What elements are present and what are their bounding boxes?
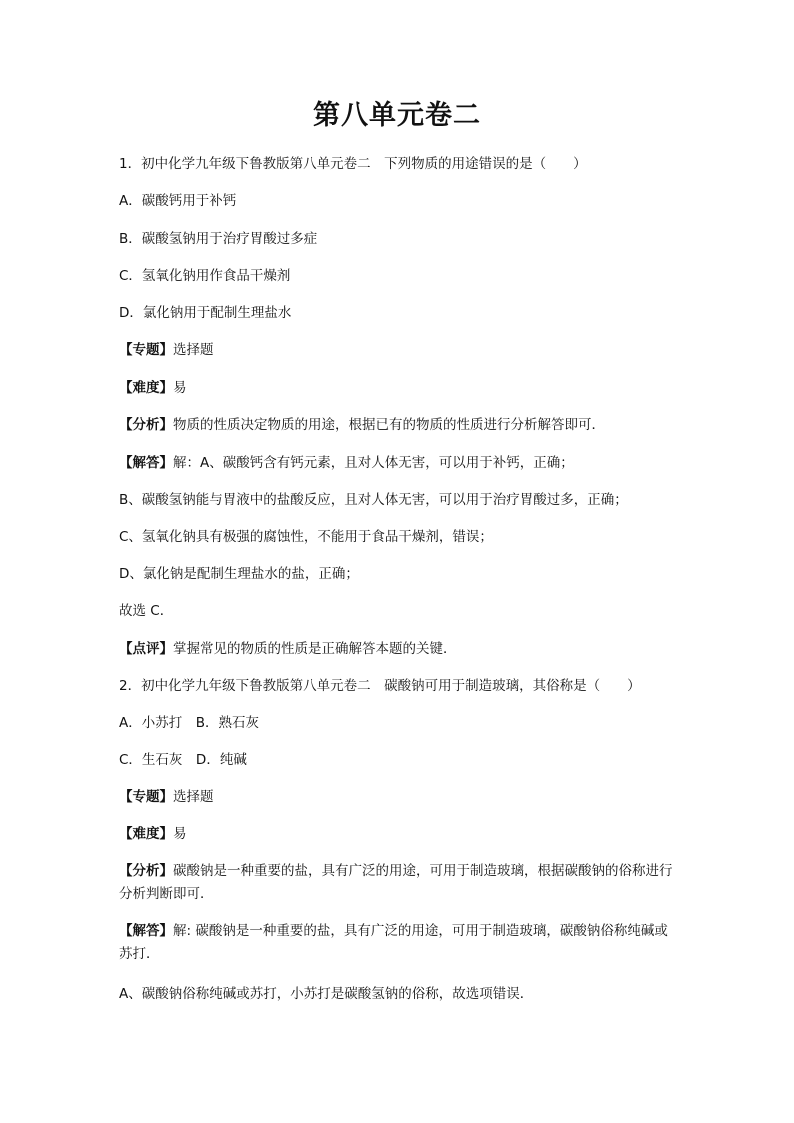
difficulty-tag: 【难度】	[119, 826, 173, 842]
comment-tag: 【点评】	[119, 641, 173, 657]
question-1-topic	[119, 338, 679, 362]
topic-value: 选择题	[173, 789, 214, 805]
analysis-tag: 【分析】	[119, 417, 173, 433]
comment-text: 掌握常见的物质的性质是正确解答本题的关键．	[173, 641, 457, 657]
question-1-difficulty	[119, 376, 679, 400]
question-1-stem: 1．初中化学九年级下鲁教版第八单元卷二 下列物质的用途错误的是（ ）	[119, 156, 587, 172]
question-1-solution	[119, 451, 679, 475]
question-1-option-c: C．氢氧化钠用作食品干燥剂	[119, 268, 291, 284]
question-2-difficulty	[119, 822, 679, 846]
question-2-stem: 2．初中化学九年级下鲁教版第八单元卷二 碳酸钠可用于制造玻璃，其俗称是（ ）	[119, 678, 641, 694]
question-1-analysis	[119, 413, 679, 437]
solution-line-4: D、氯化钠是配制生理盐水的盐，正确；	[119, 566, 359, 582]
topic-value: 选择题	[173, 342, 214, 358]
page-title: 第八单元卷二	[313, 100, 481, 131]
analysis-text: 碳酸钠是一种重要的盐，具有广泛的用途，可用于制造玻璃，根据碳酸钠的俗称进行分析判断即可．	[119, 863, 673, 902]
question-1-option-a: A．碳酸钙用于补钙	[119, 193, 237, 209]
solution-line-3: C、氢氧化钠具有极强的腐蚀性，不能用于食品干燥剂，错误；	[119, 529, 493, 545]
question-2-topic	[119, 785, 679, 809]
question-1-comment	[119, 637, 679, 661]
difficulty-value: 易	[173, 380, 187, 396]
solution-conclusion: 故选 C．	[119, 603, 174, 619]
difficulty-value: 易	[173, 826, 187, 842]
analysis-text: 物质的性质决定物质的用途，根据已有的物质的性质进行分析解答即可．	[173, 417, 605, 433]
solution-line-2: B、碳酸氢钠能与胃液中的盐酸反应，且对人体无害，可以用于治疗胃酸过多，正确；	[119, 492, 628, 508]
topic-tag: 【专题】	[119, 342, 173, 358]
topic-tag: 【专题】	[119, 789, 173, 805]
analysis-tag: 【分析】	[119, 863, 173, 879]
question-2-solution-a: A、碳酸钠俗称纯碱或苏打，小苏打是碳酸氢钠的俗称，故选项错误．	[119, 986, 534, 1002]
difficulty-tag: 【难度】	[119, 380, 173, 396]
question-2-solution	[119, 920, 679, 966]
solution-tag: 【解答】	[119, 923, 173, 939]
solution-intro: 解: 碳酸钠是一种重要的盐，具有广泛的用途，可用于制造玻璃，碳酸钠俗称纯碱或苏打．	[119, 923, 668, 962]
question-1-option-b: B．碳酸氢钠用于治疗胃酸过多症	[119, 231, 318, 247]
question-2-options-row-2: C．生石灰 D．纯碱	[119, 752, 247, 768]
solution-line-1: 解：A、碳酸钙含有钙元素，且对人体无害，可以用于补钙，正确；	[173, 455, 574, 471]
question-1-option-d: D．氯化钠用于配制生理盐水	[119, 305, 292, 321]
solution-tag: 【解答】	[119, 455, 173, 471]
question-2-options-row-1: A．小苏打 B．熟石灰	[119, 715, 259, 731]
question-2-analysis	[119, 860, 679, 906]
